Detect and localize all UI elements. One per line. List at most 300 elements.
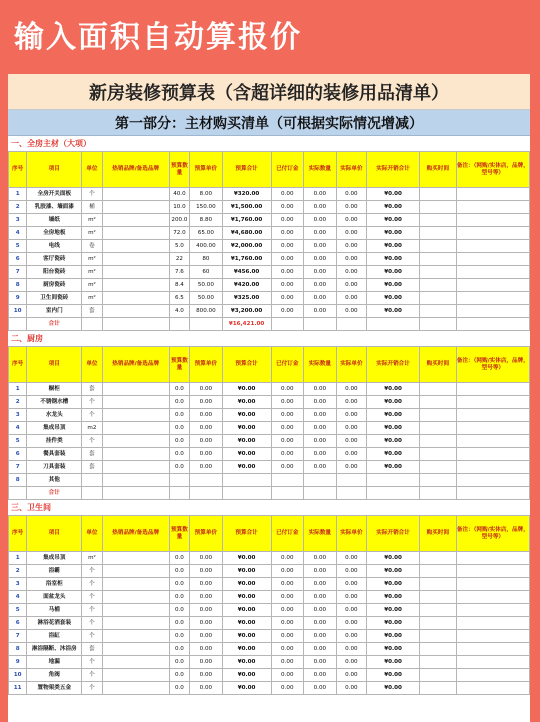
cell-price[interactable]: 8.80 (190, 214, 223, 227)
cell-item[interactable]: 集成吊顶 (27, 422, 82, 435)
cell-price[interactable] (190, 318, 223, 331)
cell-aprice[interactable]: 0.00 (336, 227, 367, 240)
cell-no[interactable]: 4 (9, 227, 27, 240)
cell-qty[interactable]: 4.0 (169, 305, 189, 318)
cell-atotal[interactable]: ¥0.00 (367, 669, 420, 682)
cell-qty[interactable]: 0.0 (169, 604, 189, 617)
cell-total[interactable]: ¥0.00 (222, 422, 271, 435)
cell-price[interactable]: 0.00 (190, 565, 223, 578)
cell-total[interactable]: ¥456.00 (222, 266, 271, 279)
cell-no[interactable]: 2 (9, 201, 27, 214)
cell-total[interactable]: ¥0.00 (222, 435, 271, 448)
cell-note[interactable] (456, 669, 529, 682)
cell-no[interactable]: 9 (9, 292, 27, 305)
cell-aprice[interactable]: 0.00 (336, 383, 367, 396)
cell-total[interactable]: ¥1,760.00 (222, 253, 271, 266)
cell-no[interactable] (9, 487, 27, 500)
cell-item[interactable]: 其他 (27, 474, 82, 487)
cell-no[interactable]: 7 (9, 630, 27, 643)
cell-deposit[interactable]: 0.00 (271, 188, 304, 201)
cell-date[interactable] (420, 643, 457, 656)
cell-aprice[interactable]: 0.00 (336, 396, 367, 409)
cell-brand[interactable] (102, 188, 169, 201)
cell-brand[interactable] (102, 305, 169, 318)
cell-aprice[interactable]: 0.00 (336, 201, 367, 214)
cell-qty[interactable]: 0.0 (169, 461, 189, 474)
cell-aqty[interactable]: 0.00 (304, 578, 337, 591)
cell-aqty[interactable]: 0.00 (304, 201, 337, 214)
cell-item[interactable]: 集成吊顶 (27, 552, 82, 565)
cell-aprice[interactable]: 0.00 (336, 188, 367, 201)
cell-item[interactable]: 合计 (27, 487, 82, 500)
cell-deposit[interactable] (271, 474, 304, 487)
cell-date[interactable] (420, 292, 457, 305)
cell-no[interactable]: 1 (9, 552, 27, 565)
cell-price[interactable]: 0.00 (190, 630, 223, 643)
cell-item[interactable]: 墙纸 (27, 214, 82, 227)
cell-total[interactable]: ¥325.00 (222, 292, 271, 305)
cell-unit[interactable]: 个 (82, 630, 102, 643)
cell-unit[interactable]: 个 (82, 617, 102, 630)
cell-unit[interactable]: m² (82, 227, 102, 240)
cell-note[interactable] (456, 435, 529, 448)
cell-date[interactable] (420, 214, 457, 227)
cell-item[interactable]: 浴缸 (27, 630, 82, 643)
cell-brand[interactable] (102, 578, 169, 591)
cell-aqty[interactable]: 0.00 (304, 461, 337, 474)
cell-atotal[interactable]: ¥0.00 (367, 305, 420, 318)
cell-item[interactable]: 全房开关面板 (27, 188, 82, 201)
cell-unit[interactable]: 个 (82, 591, 102, 604)
cell-atotal[interactable]: ¥0.00 (367, 292, 420, 305)
cell-aprice[interactable]: 0.00 (336, 409, 367, 422)
cell-brand[interactable] (102, 396, 169, 409)
cell-item[interactable]: 厨房瓷砖 (27, 279, 82, 292)
cell-total[interactable]: ¥0.00 (222, 565, 271, 578)
cell-unit[interactable]: 个 (82, 604, 102, 617)
cell-unit[interactable]: 个 (82, 188, 102, 201)
cell-no[interactable]: 7 (9, 461, 27, 474)
cell-unit[interactable]: 个 (82, 435, 102, 448)
cell-aqty[interactable]: 0.00 (304, 188, 337, 201)
cell-aqty[interactable]: 0.00 (304, 552, 337, 565)
cell-price[interactable]: 0.00 (190, 643, 223, 656)
cell-total[interactable]: ¥1,500.00 (222, 201, 271, 214)
cell-price[interactable]: 150.00 (190, 201, 223, 214)
cell-aprice[interactable]: 0.00 (336, 461, 367, 474)
cell-aprice[interactable]: 0.00 (336, 240, 367, 253)
cell-note[interactable] (456, 682, 529, 695)
cell-note[interactable] (456, 656, 529, 669)
cell-note[interactable] (456, 253, 529, 266)
cell-brand[interactable] (102, 201, 169, 214)
cell-atotal[interactable]: ¥0.00 (367, 409, 420, 422)
cell-item[interactable]: 不锈钢水槽 (27, 396, 82, 409)
cell-unit[interactable]: 桶 (82, 201, 102, 214)
cell-aprice[interactable] (336, 474, 367, 487)
cell-price[interactable] (190, 487, 223, 500)
cell-deposit[interactable]: 0.00 (271, 448, 304, 461)
cell-note[interactable] (456, 279, 529, 292)
cell-unit[interactable]: 套 (82, 643, 102, 656)
cell-aqty[interactable] (304, 318, 337, 331)
cell-total[interactable]: ¥0.00 (222, 578, 271, 591)
cell-qty[interactable]: 0.0 (169, 435, 189, 448)
cell-price[interactable]: 0.00 (190, 435, 223, 448)
cell-aqty[interactable]: 0.00 (304, 682, 337, 695)
cell-total[interactable]: ¥0.00 (222, 630, 271, 643)
cell-atotal[interactable]: ¥0.00 (367, 422, 420, 435)
cell-aqty[interactable]: 0.00 (304, 383, 337, 396)
cell-atotal[interactable]: ¥0.00 (367, 643, 420, 656)
cell-deposit[interactable]: 0.00 (271, 591, 304, 604)
cell-date[interactable] (420, 305, 457, 318)
cell-aqty[interactable]: 0.00 (304, 604, 337, 617)
cell-qty[interactable]: 0.0 (169, 669, 189, 682)
cell-qty[interactable]: 0.0 (169, 448, 189, 461)
cell-qty[interactable]: 72.0 (169, 227, 189, 240)
cell-item[interactable]: 浴霸 (27, 565, 82, 578)
cell-brand[interactable] (102, 448, 169, 461)
cell-qty[interactable]: 200.0 (169, 214, 189, 227)
cell-aprice[interactable]: 0.00 (336, 253, 367, 266)
cell-total[interactable]: ¥4,680.00 (222, 227, 271, 240)
cell-brand[interactable] (102, 422, 169, 435)
cell-note[interactable] (456, 604, 529, 617)
cell-qty[interactable] (169, 318, 189, 331)
cell-price[interactable]: 0.00 (190, 669, 223, 682)
cell-unit[interactable]: 套 (82, 461, 102, 474)
cell-qty[interactable]: 0.0 (169, 383, 189, 396)
cell-aprice[interactable]: 0.00 (336, 279, 367, 292)
cell-no[interactable]: 5 (9, 604, 27, 617)
cell-atotal[interactable] (367, 487, 420, 500)
cell-qty[interactable]: 5.0 (169, 240, 189, 253)
cell-atotal[interactable]: ¥0.00 (367, 435, 420, 448)
cell-date[interactable] (420, 435, 457, 448)
cell-deposit[interactable]: 0.00 (271, 656, 304, 669)
cell-item[interactable]: 淋浴花洒套装 (27, 617, 82, 630)
cell-no[interactable]: 9 (9, 656, 27, 669)
cell-unit[interactable]: 个 (82, 409, 102, 422)
cell-no[interactable]: 10 (9, 305, 27, 318)
cell-atotal[interactable] (367, 318, 420, 331)
cell-date[interactable] (420, 474, 457, 487)
cell-deposit[interactable]: 0.00 (271, 552, 304, 565)
cell-price[interactable]: 50.00 (190, 292, 223, 305)
cell-no[interactable]: 3 (9, 214, 27, 227)
cell-atotal[interactable]: ¥0.00 (367, 578, 420, 591)
cell-atotal[interactable]: ¥0.00 (367, 630, 420, 643)
cell-deposit[interactable]: 0.00 (271, 266, 304, 279)
cell-aqty[interactable]: 0.00 (304, 279, 337, 292)
cell-brand[interactable] (102, 604, 169, 617)
cell-total[interactable] (222, 487, 271, 500)
cell-no[interactable]: 3 (9, 409, 27, 422)
cell-total[interactable] (222, 474, 271, 487)
cell-deposit[interactable]: 0.00 (271, 617, 304, 630)
cell-deposit[interactable]: 0.00 (271, 214, 304, 227)
cell-qty[interactable]: 40.0 (169, 188, 189, 201)
cell-date[interactable] (420, 409, 457, 422)
cell-no[interactable]: 2 (9, 565, 27, 578)
cell-unit[interactable]: 个 (82, 656, 102, 669)
cell-item[interactable]: 全房地板 (27, 227, 82, 240)
cell-total[interactable]: ¥1,760.00 (222, 214, 271, 227)
cell-deposit[interactable]: 0.00 (271, 643, 304, 656)
cell-unit[interactable]: m2 (82, 422, 102, 435)
cell-price[interactable]: 0.00 (190, 552, 223, 565)
cell-price[interactable]: 0.00 (190, 409, 223, 422)
cell-brand[interactable] (102, 383, 169, 396)
cell-qty[interactable] (169, 487, 189, 500)
cell-item[interactable]: 水龙头 (27, 409, 82, 422)
cell-unit[interactable]: m² (82, 266, 102, 279)
cell-deposit[interactable]: 0.00 (271, 396, 304, 409)
cell-aprice[interactable]: 0.00 (336, 669, 367, 682)
cell-date[interactable] (420, 630, 457, 643)
cell-deposit[interactable]: 0.00 (271, 461, 304, 474)
cell-qty[interactable]: 10.0 (169, 201, 189, 214)
cell-date[interactable] (420, 565, 457, 578)
cell-date[interactable] (420, 253, 457, 266)
cell-deposit[interactable]: 0.00 (271, 305, 304, 318)
cell-date[interactable] (420, 266, 457, 279)
cell-item[interactable]: 角阀 (27, 669, 82, 682)
cell-no[interactable]: 3 (9, 578, 27, 591)
cell-deposit[interactable]: 0.00 (271, 201, 304, 214)
cell-atotal[interactable]: ¥0.00 (367, 383, 420, 396)
cell-aqty[interactable]: 0.00 (304, 396, 337, 409)
cell-atotal[interactable]: ¥0.00 (367, 240, 420, 253)
cell-aqty[interactable]: 0.00 (304, 669, 337, 682)
cell-item[interactable]: 马桶 (27, 604, 82, 617)
cell-date[interactable] (420, 578, 457, 591)
cell-no[interactable]: 5 (9, 240, 27, 253)
cell-aprice[interactable]: 0.00 (336, 266, 367, 279)
cell-aprice[interactable]: 0.00 (336, 591, 367, 604)
cell-qty[interactable]: 0.0 (169, 565, 189, 578)
cell-aprice[interactable]: 0.00 (336, 435, 367, 448)
cell-brand[interactable] (102, 487, 169, 500)
cell-price[interactable]: 8.00 (190, 188, 223, 201)
cell-total[interactable]: ¥0.00 (222, 604, 271, 617)
cell-unit[interactable]: 个 (82, 578, 102, 591)
cell-date[interactable] (420, 422, 457, 435)
cell-brand[interactable] (102, 253, 169, 266)
cell-unit[interactable]: 套 (82, 383, 102, 396)
cell-qty[interactable]: 0.0 (169, 552, 189, 565)
cell-aqty[interactable]: 0.00 (304, 266, 337, 279)
cell-aqty[interactable] (304, 474, 337, 487)
cell-brand[interactable] (102, 682, 169, 695)
cell-brand[interactable] (102, 435, 169, 448)
cell-date[interactable] (420, 604, 457, 617)
cell-aprice[interactable]: 0.00 (336, 565, 367, 578)
cell-total[interactable]: ¥0.00 (222, 396, 271, 409)
cell-qty[interactable]: 0.0 (169, 591, 189, 604)
cell-item[interactable]: 合计 (27, 318, 82, 331)
cell-no[interactable]: 4 (9, 422, 27, 435)
cell-atotal[interactable]: ¥0.00 (367, 201, 420, 214)
cell-no[interactable]: 6 (9, 253, 27, 266)
cell-aprice[interactable]: 0.00 (336, 552, 367, 565)
cell-note[interactable] (456, 565, 529, 578)
cell-aqty[interactable]: 0.00 (304, 643, 337, 656)
cell-note[interactable] (456, 240, 529, 253)
cell-deposit[interactable]: 0.00 (271, 604, 304, 617)
cell-date[interactable] (420, 279, 457, 292)
cell-deposit[interactable]: 0.00 (271, 253, 304, 266)
cell-total[interactable]: ¥2,000.00 (222, 240, 271, 253)
cell-atotal[interactable]: ¥0.00 (367, 656, 420, 669)
cell-date[interactable] (420, 383, 457, 396)
cell-note[interactable] (456, 396, 529, 409)
cell-aqty[interactable]: 0.00 (304, 565, 337, 578)
cell-atotal[interactable]: ¥0.00 (367, 552, 420, 565)
cell-atotal[interactable]: ¥0.00 (367, 279, 420, 292)
cell-unit[interactable]: 套 (82, 448, 102, 461)
cell-note[interactable] (456, 266, 529, 279)
cell-deposit[interactable]: 0.00 (271, 279, 304, 292)
cell-deposit[interactable]: 0.00 (271, 240, 304, 253)
cell-price[interactable]: 80 (190, 253, 223, 266)
cell-aprice[interactable]: 0.00 (336, 656, 367, 669)
cell-total[interactable]: ¥320.00 (222, 188, 271, 201)
cell-item[interactable]: 置物架类五金 (27, 682, 82, 695)
cell-no[interactable]: 8 (9, 643, 27, 656)
cell-brand[interactable] (102, 279, 169, 292)
cell-qty[interactable]: 0.0 (169, 578, 189, 591)
cell-note[interactable] (456, 630, 529, 643)
cell-aprice[interactable]: 0.00 (336, 422, 367, 435)
cell-note[interactable] (456, 201, 529, 214)
cell-unit[interactable]: 个 (82, 682, 102, 695)
cell-price[interactable]: 0.00 (190, 461, 223, 474)
cell-atotal[interactable]: ¥0.00 (367, 565, 420, 578)
cell-aqty[interactable]: 0.00 (304, 448, 337, 461)
cell-no[interactable]: 6 (9, 617, 27, 630)
cell-note[interactable] (456, 188, 529, 201)
cell-atotal[interactable]: ¥0.00 (367, 448, 420, 461)
cell-aprice[interactable]: 0.00 (336, 305, 367, 318)
cell-qty[interactable]: 7.6 (169, 266, 189, 279)
cell-date[interactable] (420, 396, 457, 409)
cell-price[interactable] (190, 474, 223, 487)
cell-no[interactable]: 10 (9, 669, 27, 682)
cell-date[interactable] (420, 188, 457, 201)
cell-no[interactable]: 7 (9, 266, 27, 279)
cell-deposit[interactable] (271, 487, 304, 500)
cell-brand[interactable] (102, 214, 169, 227)
cell-note[interactable] (456, 617, 529, 630)
cell-item[interactable]: 阳台瓷砖 (27, 266, 82, 279)
cell-item[interactable]: 刀具套装 (27, 461, 82, 474)
cell-qty[interactable]: 0.0 (169, 630, 189, 643)
cell-brand[interactable] (102, 292, 169, 305)
cell-brand[interactable] (102, 461, 169, 474)
cell-price[interactable]: 0.00 (190, 448, 223, 461)
cell-date[interactable] (420, 227, 457, 240)
cell-aprice[interactable]: 0.00 (336, 214, 367, 227)
cell-price[interactable]: 60 (190, 266, 223, 279)
cell-deposit[interactable]: 0.00 (271, 578, 304, 591)
cell-deposit[interactable]: 0.00 (271, 435, 304, 448)
cell-date[interactable] (420, 448, 457, 461)
cell-date[interactable] (420, 591, 457, 604)
cell-price[interactable]: 0.00 (190, 578, 223, 591)
cell-aqty[interactable]: 0.00 (304, 591, 337, 604)
cell-brand[interactable] (102, 669, 169, 682)
cell-aqty[interactable]: 0.00 (304, 305, 337, 318)
cell-date[interactable] (420, 201, 457, 214)
cell-aqty[interactable]: 0.00 (304, 227, 337, 240)
cell-aprice[interactable]: 0.00 (336, 630, 367, 643)
cell-item[interactable]: 餐具套装 (27, 448, 82, 461)
cell-total[interactable]: ¥16,421.00 (222, 318, 271, 331)
cell-aqty[interactable]: 0.00 (304, 422, 337, 435)
cell-aprice[interactable]: 0.00 (336, 292, 367, 305)
cell-note[interactable] (456, 227, 529, 240)
cell-note[interactable] (456, 214, 529, 227)
cell-brand[interactable] (102, 409, 169, 422)
cell-atotal[interactable]: ¥0.00 (367, 617, 420, 630)
cell-note[interactable] (456, 305, 529, 318)
cell-total[interactable]: ¥0.00 (222, 643, 271, 656)
cell-note[interactable] (456, 591, 529, 604)
cell-aqty[interactable]: 0.00 (304, 409, 337, 422)
cell-brand[interactable] (102, 227, 169, 240)
cell-atotal[interactable]: ¥0.00 (367, 253, 420, 266)
cell-item[interactable]: 乳胶漆、墙面漆 (27, 201, 82, 214)
cell-price[interactable]: 400.00 (190, 240, 223, 253)
cell-item[interactable]: 电线 (27, 240, 82, 253)
cell-qty[interactable]: 22 (169, 253, 189, 266)
cell-unit[interactable]: m² (82, 552, 102, 565)
cell-item[interactable]: 室内门 (27, 305, 82, 318)
cell-no[interactable]: 8 (9, 279, 27, 292)
cell-qty[interactable]: 0.0 (169, 422, 189, 435)
cell-aprice[interactable]: 0.00 (336, 448, 367, 461)
cell-qty[interactable]: 8.4 (169, 279, 189, 292)
cell-qty[interactable]: 0.0 (169, 396, 189, 409)
cell-atotal[interactable]: ¥0.00 (367, 591, 420, 604)
cell-no[interactable]: 2 (9, 396, 27, 409)
cell-brand[interactable] (102, 240, 169, 253)
cell-price[interactable]: 0.00 (190, 383, 223, 396)
cell-no[interactable]: 8 (9, 474, 27, 487)
cell-unit[interactable]: 套 (82, 305, 102, 318)
cell-deposit[interactable] (271, 318, 304, 331)
cell-aqty[interactable]: 0.00 (304, 617, 337, 630)
cell-date[interactable] (420, 617, 457, 630)
cell-price[interactable]: 0.00 (190, 656, 223, 669)
cell-item[interactable]: 浴室柜 (27, 578, 82, 591)
cell-unit[interactable]: 个 (82, 565, 102, 578)
cell-date[interactable] (420, 461, 457, 474)
cell-deposit[interactable]: 0.00 (271, 383, 304, 396)
cell-deposit[interactable]: 0.00 (271, 682, 304, 695)
cell-item[interactable]: 挂件类 (27, 435, 82, 448)
cell-item[interactable]: 淋浴隔断、沐浴房 (27, 643, 82, 656)
cell-no[interactable]: 6 (9, 448, 27, 461)
cell-note[interactable] (456, 474, 529, 487)
cell-deposit[interactable]: 0.00 (271, 630, 304, 643)
cell-deposit[interactable]: 0.00 (271, 409, 304, 422)
cell-unit[interactable]: m² (82, 253, 102, 266)
cell-qty[interactable]: 0.0 (169, 409, 189, 422)
cell-no[interactable] (9, 318, 27, 331)
